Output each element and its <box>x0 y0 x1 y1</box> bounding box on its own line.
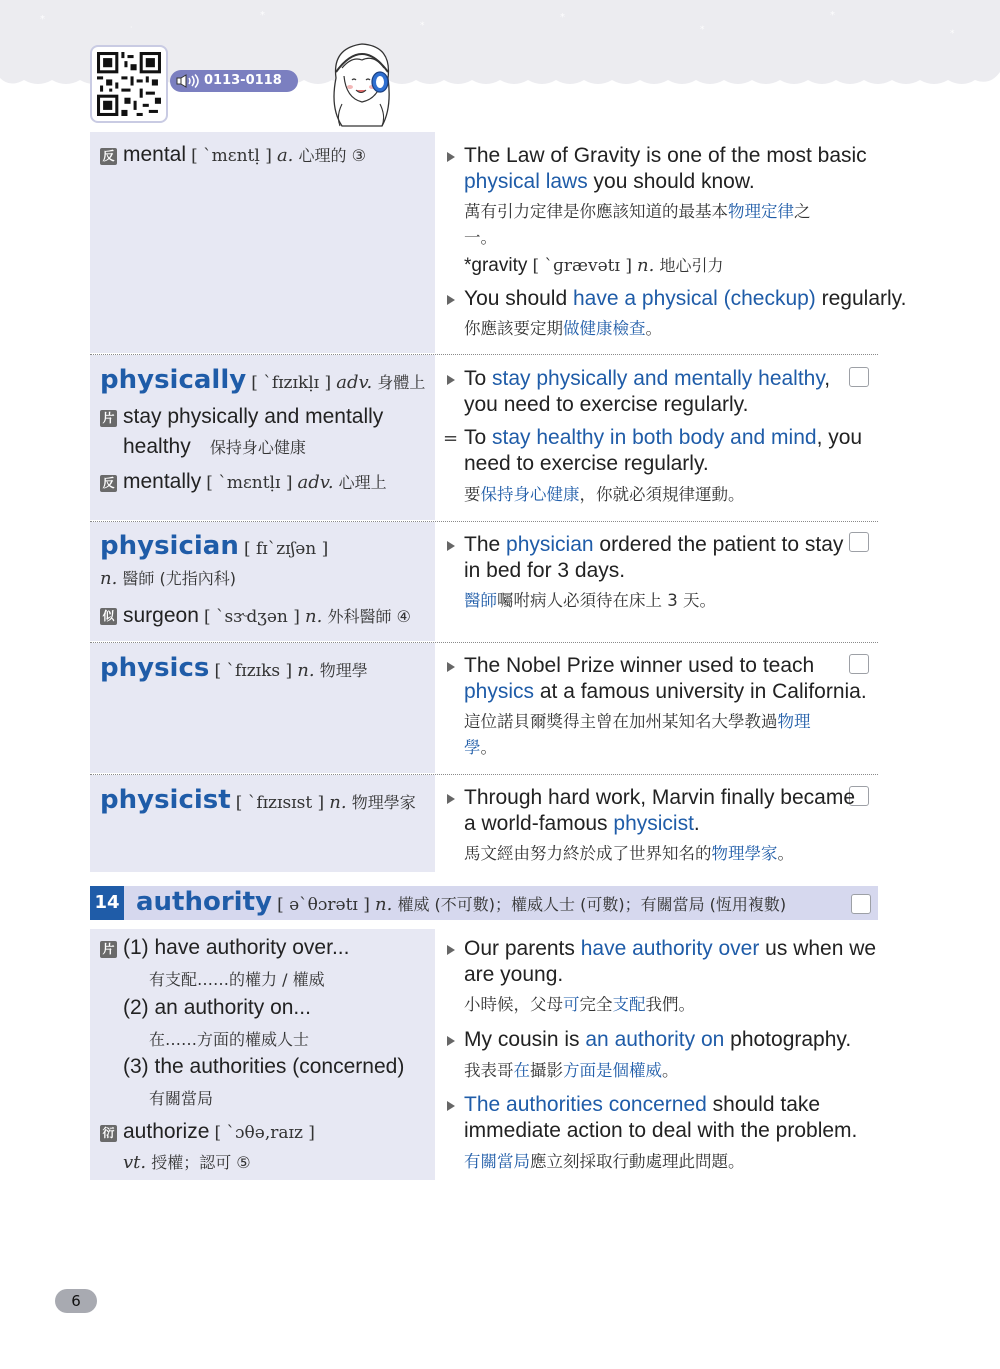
divider <box>90 774 878 775</box>
example-line <box>464 679 867 705</box>
antonym-line <box>123 470 387 494</box>
text: photography. <box>724 1028 852 1051</box>
text: us when we <box>759 937 877 960</box>
bullet-arrow-icon <box>447 794 455 804</box>
meaning: 外科醫師 ④ <box>327 607 411 626</box>
example-line <box>464 366 830 392</box>
checkbox[interactable] <box>849 367 869 387</box>
text: you should know. <box>587 170 755 193</box>
highlight: 方面是個權威 <box>563 1061 662 1080</box>
example-line: need to exercise regularly. <box>464 452 709 475</box>
example-en <box>464 143 867 195</box>
example-line <box>464 936 876 962</box>
highlight: 有關當局 <box>464 1152 530 1171</box>
svg-text:*: * <box>560 12 565 23</box>
ipa: [ ˋmɛntḷɪ ] <box>206 473 293 493</box>
example-line <box>464 425 862 451</box>
headword: physicist <box>100 785 231 815</box>
example-en <box>464 286 906 312</box>
part-of-speech: a. <box>276 145 294 166</box>
part-of-speech: n. <box>100 568 118 589</box>
svg-text:*: * <box>950 29 955 39</box>
part-of-speech: n. <box>637 255 655 276</box>
text: 要 <box>464 485 481 504</box>
example-line <box>464 169 867 195</box>
entry-physicist-head <box>100 785 416 815</box>
example-en <box>464 936 876 988</box>
part-of-speech: vt. <box>123 1152 147 1173</box>
phrase-tag: 片 <box>100 941 117 958</box>
mental-line <box>123 143 366 167</box>
antonym-tag: 反 <box>100 475 117 492</box>
speaker-icon <box>176 74 202 88</box>
bullet-arrow-icon <box>447 1036 455 1046</box>
divider <box>90 354 878 355</box>
svg-text:*: * <box>830 10 835 21</box>
example-en <box>464 425 862 477</box>
highlight: 物理定律 <box>728 202 794 221</box>
phrase: (1) have authority over... <box>123 936 350 959</box>
ipa: [ fɪˋzɪʃən ] <box>243 539 329 559</box>
example-zh <box>464 316 662 342</box>
text: You should <box>464 287 573 310</box>
svg-text:*: * <box>260 10 265 21</box>
headword: physically <box>100 365 247 395</box>
text: 萬有引力定律是你應該知道的最基本 <box>464 202 728 221</box>
text: 我們。 <box>645 995 695 1014</box>
highlight: 學 <box>464 738 481 757</box>
example-zh-line <box>464 735 811 761</box>
synonym-tag: 似 <box>100 608 117 625</box>
example-en <box>464 366 830 418</box>
example-zh <box>464 992 695 1018</box>
text: 應立刻採取行動處理此問題。 <box>530 1152 745 1171</box>
example-zh <box>464 1149 745 1175</box>
example-line <box>464 1092 857 1118</box>
svg-text:·: · <box>130 23 133 32</box>
example-line: immediate action to deal with the problem. <box>464 1119 858 1142</box>
text: , <box>824 367 831 390</box>
text: To <box>464 426 493 449</box>
example-line <box>464 811 855 837</box>
text: The <box>464 533 507 556</box>
highlight: an authority on <box>585 1028 725 1051</box>
antonym-word: mentally <box>123 470 202 493</box>
text: should take <box>706 1093 821 1116</box>
entry-physically-head <box>100 365 425 395</box>
example-zh <box>464 482 745 508</box>
example-zh-line: 一。 <box>464 228 497 247</box>
page-number: 6 <box>55 1289 97 1313</box>
derivative-tag: 衍 <box>100 1125 117 1142</box>
highlight: physician <box>506 533 594 556</box>
text: at a famous university in California. <box>534 680 867 703</box>
phrase-cont <box>123 435 306 459</box>
highlight: physics <box>464 680 535 703</box>
ipa: [ əˋθɔrətɪ ] <box>277 895 370 915</box>
phrase-tag: 片 <box>100 410 117 427</box>
example-zh-line <box>464 199 811 225</box>
synonym-word: surgeon <box>123 604 199 627</box>
highlight: 物理學家 <box>711 844 778 863</box>
text: ，你就必須規律運動。 <box>579 485 745 504</box>
text: 。 <box>645 319 662 338</box>
example-zh <box>464 1058 679 1084</box>
entry-number: 14 <box>90 886 124 920</box>
antonym-word: mental <box>123 143 187 166</box>
text: 馬文經由努力終於成了世界知名的 <box>464 844 712 863</box>
ipa: [ ˋmɛntḷ ] <box>191 146 272 166</box>
physician-meaning-line <box>100 566 236 589</box>
qr-code-icon[interactable] <box>90 45 168 123</box>
derivative-word: authorize <box>123 1120 210 1143</box>
text: 小時候，父母 <box>464 995 563 1014</box>
example-line: are young. <box>464 963 564 986</box>
meaning: 授權；認可 ⑤ <box>151 1153 251 1172</box>
example-line <box>464 532 843 558</box>
highlight: 支配 <box>612 995 646 1014</box>
vocab-note <box>464 253 723 277</box>
entry-physician-head <box>100 531 328 561</box>
example-en <box>464 653 867 705</box>
equals-sign: = <box>443 428 459 449</box>
text: 囑咐病人必須待在床上 3 天。 <box>497 591 716 610</box>
highlight: stay healthy in both body and mind <box>492 426 817 449</box>
bullet-arrow-icon <box>447 295 455 305</box>
example-zh <box>464 588 716 614</box>
highlight: The authorities concerned <box>464 1093 707 1116</box>
example-en <box>464 532 843 584</box>
derivative-meaning-line <box>123 1150 251 1173</box>
checkbox[interactable] <box>849 532 869 552</box>
highlight: physical laws <box>464 170 588 193</box>
text: a world-famous <box>464 812 614 835</box>
example-line: Through hard work, Marvin finally became <box>464 786 856 809</box>
phrase: (3) the authorities (concerned) <box>123 1055 405 1078</box>
example-line: you need to exercise regularly. <box>464 393 749 416</box>
ipa: [ ˋsɝdʒən ] <box>203 607 300 627</box>
text: 我表哥 <box>464 1061 514 1080</box>
text: 。 <box>662 1061 679 1080</box>
text: 完全 <box>579 995 613 1014</box>
part-of-speech: n. <box>305 606 323 627</box>
bullet-arrow-icon <box>447 662 455 672</box>
svg-text:*: * <box>700 25 705 35</box>
example-line: The Nobel Prize winner used to teach <box>464 654 815 677</box>
highlight: 醫師 <box>464 591 497 610</box>
meaning: 心理的 ③ <box>298 146 366 165</box>
ipa: [ ˋfɪzɪsɪst ] <box>235 793 325 813</box>
phrase-meaning: 在……方面的權威人士 <box>149 1030 310 1049</box>
ipa: [ ˋɔθə,raɪz ] <box>214 1123 315 1143</box>
example-en <box>464 1027 851 1053</box>
meaning: 身體上 <box>377 373 426 392</box>
derivative-line <box>123 1120 315 1144</box>
meaning: 心理上 <box>338 473 387 492</box>
bullet-arrow-icon <box>447 1101 455 1111</box>
text: To <box>464 367 493 390</box>
text: , you <box>816 426 863 449</box>
example-zh <box>464 199 811 251</box>
phrase-meaning: 有支配……的權力 / 權威 <box>149 970 325 989</box>
phrase-meaning: 有關當局 <box>149 1089 214 1108</box>
text: . <box>693 812 700 835</box>
highlight: 做健康檢查 <box>563 319 646 338</box>
phrase: stay physically and mentally <box>123 405 384 428</box>
part-of-speech: adv. <box>336 372 373 393</box>
entry-physics-head <box>100 653 368 683</box>
example-en <box>464 1092 857 1144</box>
text: ordered the patient to stay <box>593 533 844 556</box>
text: Our parents <box>464 937 581 960</box>
phrase-meaning: 保持身心健康 <box>209 438 306 457</box>
divider <box>90 642 878 643</box>
entry-authority-head <box>136 887 786 917</box>
meaning: 物理學家 <box>351 793 416 812</box>
highlight: have a physical (checkup) <box>573 287 816 310</box>
highlight: 在 <box>513 1061 530 1080</box>
text: 你應該要定期 <box>464 319 563 338</box>
part-of-speech: n. <box>297 660 315 681</box>
example-en <box>464 785 855 837</box>
meaning: 權威 (不可數)；權威人士 (可數)；有關當局 (恆用複數) <box>397 895 787 914</box>
part-of-speech: adv. <box>297 472 334 493</box>
example-line: The Law of Gravity is one of the most basic <box>464 144 867 167</box>
meaning: 地心引力 <box>659 256 724 275</box>
phrase: (2) an authority on... <box>123 996 311 1019</box>
bullet-arrow-icon <box>447 375 455 385</box>
audio-track-badge[interactable] <box>170 70 298 92</box>
synonym-line <box>123 604 411 628</box>
text: 。 <box>777 844 794 863</box>
headword: physics <box>100 653 210 683</box>
headword: physician <box>100 531 239 561</box>
checkbox[interactable] <box>851 894 871 914</box>
bullet-arrow-icon <box>447 541 455 551</box>
ipa: [ ˋfɪzɪkḷɪ ] <box>251 373 332 393</box>
text: My cousin is <box>464 1028 586 1051</box>
divider <box>90 521 878 522</box>
text: 之 <box>794 202 811 221</box>
example-zh <box>464 841 794 867</box>
example-zh-line <box>464 709 811 735</box>
highlight: stay physically and mentally healthy <box>492 367 825 390</box>
girl-headphones-icon <box>322 38 402 128</box>
text: 攝影 <box>530 1061 563 1080</box>
highlight: 保持身心健康 <box>480 485 580 504</box>
highlight: 可 <box>563 995 580 1014</box>
bullet-arrow-icon <box>447 152 455 162</box>
antonym-tag: 反 <box>100 148 117 165</box>
meaning: 物理學 <box>319 661 368 680</box>
ipa: [ ˋfɪzɪks ] <box>214 661 293 681</box>
text: 。 <box>480 738 497 757</box>
audio-code: 0113-0118 <box>204 73 282 88</box>
bullet-arrow-icon <box>447 945 455 955</box>
example-zh <box>464 709 811 761</box>
svg-text:*: * <box>40 14 45 25</box>
meaning: 醫師 (尤指內科) <box>122 569 236 588</box>
note-word: *gravity <box>464 255 528 276</box>
phrase-text: healthy <box>123 435 191 458</box>
text: 這位諾貝爾獎得主曾在加州某知名大學教過 <box>464 712 778 731</box>
headword: authority <box>136 887 272 917</box>
highlight: physicist <box>613 812 694 835</box>
svg-text:*: * <box>420 21 425 31</box>
highlight: have authority over <box>580 937 760 960</box>
text: regularly. <box>815 287 907 310</box>
qr-pattern <box>97 52 161 116</box>
highlight: 物理 <box>777 712 811 731</box>
ipa: [ ˋɡrævətɪ ] <box>532 256 632 276</box>
part-of-speech: n. <box>375 894 393 915</box>
example-line: in bed for 3 days. <box>464 559 626 582</box>
part-of-speech: n. <box>329 792 347 813</box>
